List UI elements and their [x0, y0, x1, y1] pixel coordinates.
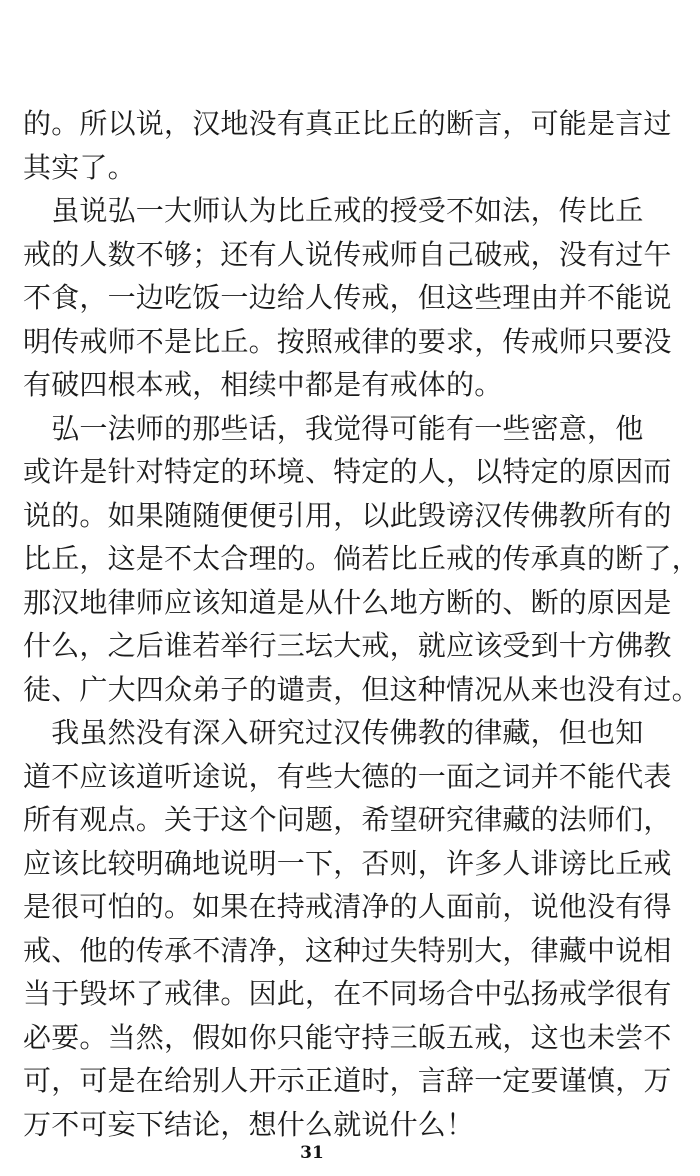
text-line: 可，可是在给别人开示正道时，言辞一定要谨慎，万 [23, 1064, 672, 1097]
text-line: 是很可怕的。如果在持戒清净的人面前，说他没有得 [23, 890, 672, 923]
text-line: 当于毁坏了戒律。因此，在不同场合中弘扬戒学很有 [23, 977, 672, 1010]
text-line: 万不可妄下结论，想什么就说什么！ [23, 1107, 475, 1141]
text-line: 我虽然没有深入研究过汉传佛教的律藏，但也知 [23, 716, 644, 749]
text-line: 或许是针对特定的环境、特定的人，以特定的原因而 [23, 455, 672, 488]
text-line: 徒、广大四众弟子的谴责，但这种情况从来也没有过。 [23, 672, 700, 706]
text-line: 应该比较明确地说明一下，否则，许多人诽谤比丘戒 [23, 846, 672, 880]
text-line: 所有观点。关于这个问题，希望研究律藏的法师们， [23, 803, 672, 836]
text-line: 明传戒师不是比丘。按照戒律的要求，传戒师只要没 [23, 324, 672, 358]
text-line: 弘一法师的那些话，我觉得可能有一些密意，他 [23, 411, 644, 445]
text-line: 其实了。 [23, 150, 136, 184]
text-line: 说的。如果随随便便引用，以此毁谤汉传佛教所有的 [23, 498, 672, 532]
text-line: 比丘，这是不太合理的。倘若比丘戒的传承真的断了， [23, 542, 700, 575]
page-body [23, 102, 700, 1146]
text-line: 戒、他的传承不清净，这种过失特别大，律藏中说相 [23, 933, 672, 967]
text-line: 那汉地律师应该知道是从什么地方断的、断的原因是 [23, 585, 672, 619]
page-number: 31 [300, 1143, 324, 1163]
text-line: 戒的人数不够；还有人说传戒师自己破戒，没有过午 [23, 237, 672, 271]
text-line: 虽说弘一大师认为比丘戒的授受不如法，传比丘 [23, 194, 644, 227]
text-line: 有破四根本戒，相续中都是有戒体的。 [23, 368, 503, 401]
text-line: 必要。当然，假如你只能守持三皈五戒，这也未尝不 [23, 1020, 672, 1054]
text-line: 不食，一边吃饭一边给人传戒，但这些理由并不能说 [23, 281, 672, 314]
text-line: 的。所以说，汉地没有真正比丘的断言，可能是言过 [23, 107, 672, 140]
text-line: 什么，之后谁若举行三坛大戒，就应该受到十方佛教 [23, 629, 672, 662]
text-line: 道不应该道听途说，有些大德的一面之词并不能代表 [23, 759, 672, 793]
